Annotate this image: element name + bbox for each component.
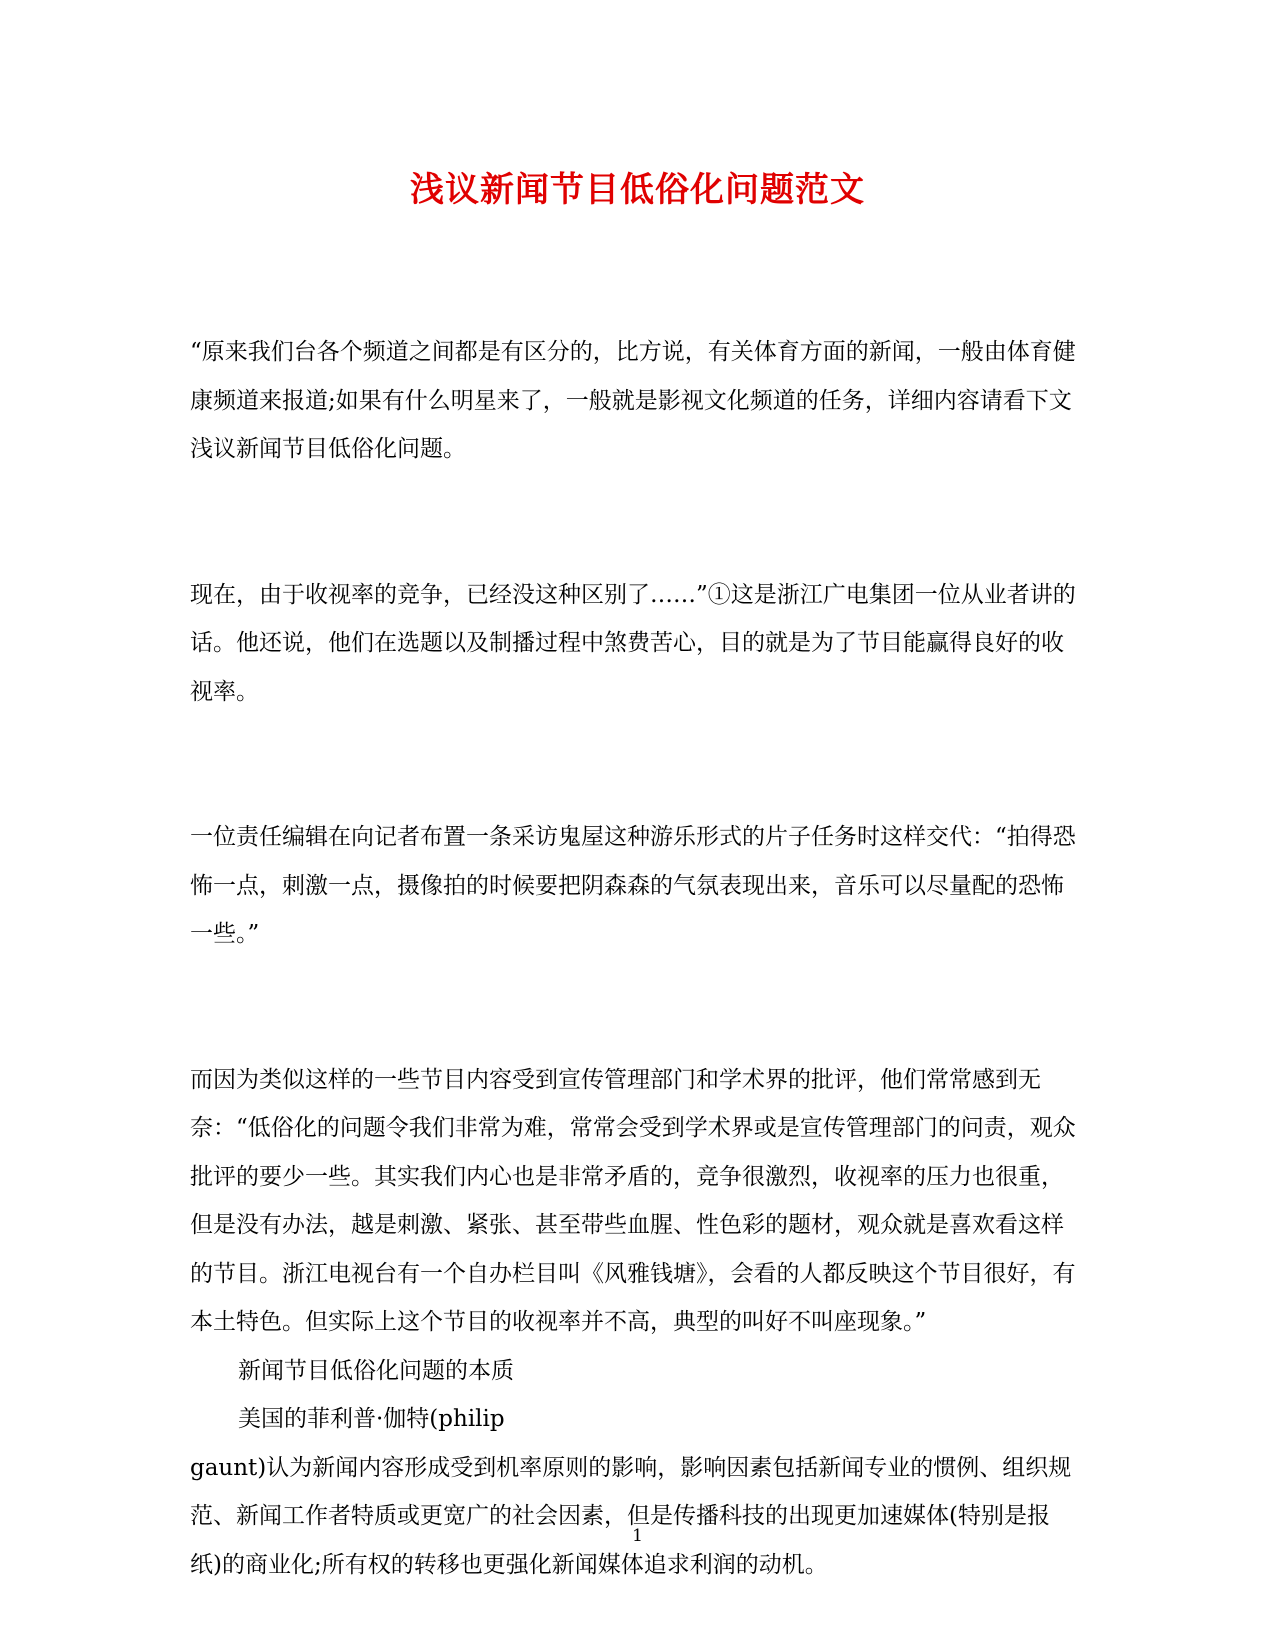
paragraph-gap (190, 716, 1078, 813)
paragraph: 一位责任编辑在向记者布置一条采访鬼屋这种游乐形式的片子任务时这样交代：“拍得恐怖一点，刺激一点，摄像拍的时候要把阴森森的气氛表现出来，音乐可以尽量配的恐怖一些。” (190, 824, 1076, 947)
paragraph-gap (190, 959, 1078, 1056)
paragraph: 现在，由于收视率的竞争，已经没这种区别了……”①这是浙江广电集团一位从业者讲的话。他还说，他们在选题以及制播过程中煞费苦心，目的就是为了节目能赢得良好的收视率。 (190, 581, 1076, 705)
paragraph: gaunt)认为新闻内容形成受到机率原则的影响，影响因素包括新闻专业的惯例、组织规范、新闻工作者特质或更宽广的社会因素，但是传播科技的出现更加速媒体(特别是报纸)的商业化;所有权的转移也更强化新闻媒体追求利润的动机。 (190, 1454, 1072, 1578)
paragraph: “原来我们台各个频道之间都是有区分的，比方说，有关体育方面的新闻，一般由体育健康频道来报道;如果有什么明星来了，一般就是影视文化频道的任务，详细内容请看下文浅议新闻节目低俗化问题。 (190, 339, 1076, 462)
section-heading: 新闻节目低俗化问题的本质 (238, 1357, 514, 1384)
document-body (190, 328, 1078, 1589)
paragraph: 而因为类似这样的一些节目内容受到宣传管理部门和学术界的批评，他们常常感到无奈：“低俗化的问题令我们非常为难，常常会受到学术界或是宣传管理部门的问责，观众批评的要少一些。其实我们内心也是非常矛盾的，竞争很激烈，收视率的压力也很重，但是没有办法，越是刺激、紧张、甚至带些血腥、性色彩的题材，观众就是喜欢看这样的节目。浙江电视台有一个自办栏目叫《风雅钱塘》，会看的人都反映这个节目很好，有本土特色。但实际上这个节目的收视率并不高，典型的叫好不叫座现象。” (190, 1066, 1076, 1335)
document-title: 浅议新闻节目低俗化问题范文 (410, 170, 865, 210)
paragraph-gap (190, 474, 1078, 571)
paragraph-line: 美国的菲利普·伽特(philip (238, 1406, 505, 1432)
page-number: 1 (632, 1526, 643, 1546)
